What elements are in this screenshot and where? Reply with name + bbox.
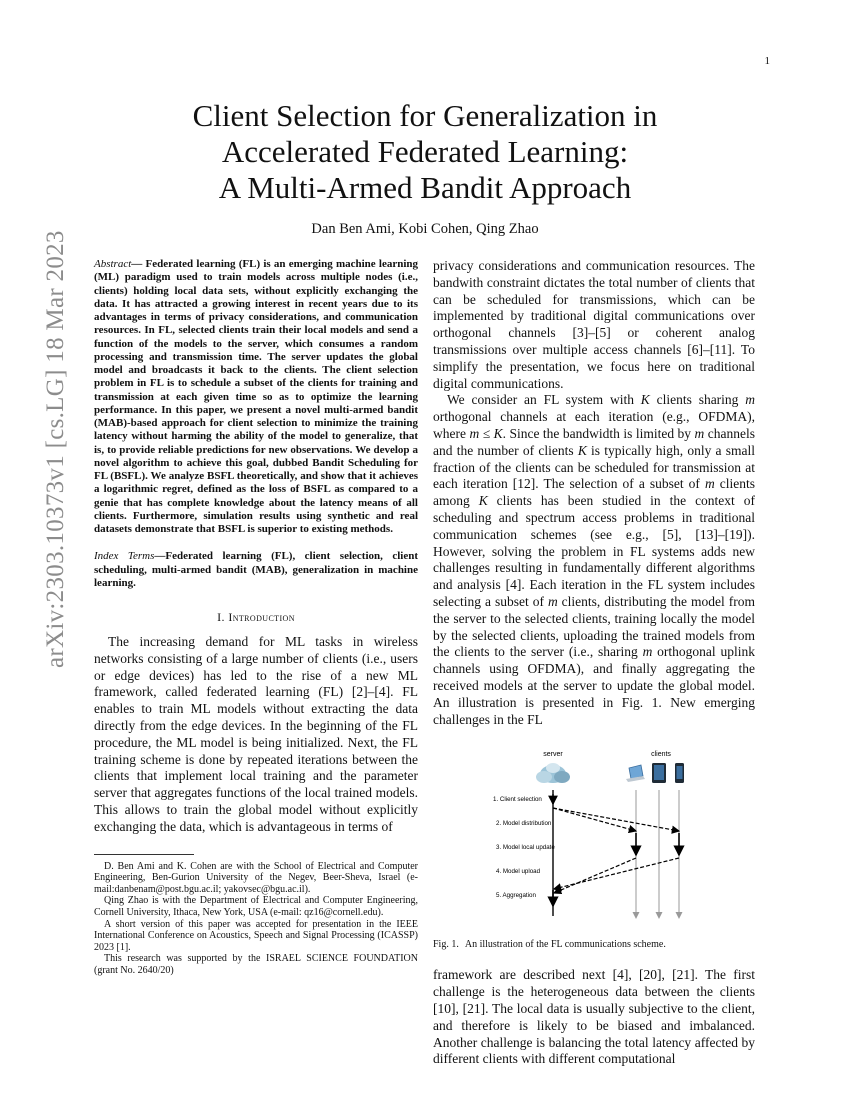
upload-arrow: [554, 858, 679, 889]
title-line: A Multi-Armed Bandit Approach: [218, 170, 632, 205]
left-column: [94, 258, 418, 977]
math-symbol: m: [642, 644, 653, 660]
math-symbol: K: [640, 392, 650, 408]
index-terms-text: —Federated learning (FL), client selection, client scheduling, multi-armed bandit (MAB), generalization in machine learning.: [94, 550, 418, 589]
text-run: orthogonal channels at each iteration (e.g., OFDMA), where: [433, 409, 755, 441]
text-run: clients has been studied in the context of scheduling and spectrum access problems in traditional communication schemes (see e.g., [5], [13]–[19]). However, solving the problem in FL systems adds new challenges resulting in fundamentally different algorithms and analysis [4]. Each iteration in the FL system includes selecting a subset of: [433, 493, 755, 609]
tablet-icon: [652, 763, 666, 783]
section-title: Introduction: [228, 610, 295, 624]
step-label: 3. Model local update: [496, 844, 555, 852]
text-run: clients sharing: [649, 392, 746, 408]
distribution-arrow: [553, 808, 636, 831]
math-symbol: m: [694, 425, 705, 441]
page-number: 1: [764, 55, 770, 67]
text-run: . Since the bandwidth is limited by: [502, 425, 695, 441]
footnote-affiliation-bgu: D. Ben Ami and K. Cohen are with the School of Electrical and Computer Engineering, Ben-Gurion University of the Negev, Beer-Sheva, Israel (e-mail:danbenam@post.bgu.ac.il; yakovsec@bgu.ac.il).: [94, 860, 418, 895]
text-run: clients among: [433, 476, 755, 509]
step-label: 1. Client selection: [493, 796, 542, 804]
abstract-dash: —: [131, 258, 146, 270]
figure-fl-scheme: [433, 748, 755, 933]
figure-caption: [433, 939, 755, 951]
body-paragraph: privacy considerations and communication resources. The bandwith constraint dictates the total number of clients that can be scheduled for transmissions, which can be implemented by traditional digital communications over orthogonal channels [3]–[5] or coherent analog transmissions over multiple access channels [6]–[11]. To simplify the presentation, we focus here on traditional digital communications.: [433, 258, 755, 391]
step-label: 2. Model distribution: [496, 820, 552, 828]
footnote-rule: [94, 854, 194, 855]
title-line: Client Selection for Generalization in: [192, 98, 658, 133]
text-run: clients, distributing the model from the server to the selected clients, training locally the model by the selected clients, uploading the trained models from the clients to the server (i.e., sharing: [433, 593, 755, 660]
fl-scheme-diagram: [433, 748, 755, 933]
math-symbol: K: [577, 442, 587, 458]
phone-icon: [675, 763, 684, 783]
text-run: orthogonal uplink channels using OFDMA), and finally aggregating the received models at the server to update the global model. An illustration is presented in Fig. 1. New emerging challenges in the FL: [433, 644, 756, 727]
body-paragraph-system-model: [433, 392, 755, 728]
math-symbol: m: [745, 392, 755, 408]
abstract-text: Federated learning (FL) is an emerging machine learning (ML) paradigm used to train models across multiple nodes (i.e., clients) holding local data sets, without explicitly exchanging the data. It has attracted a growing interest in recent years due to its advantages in terms of privacy considerations, and communication resources. In FL, selected clients train their local models and send a function of the models to the server, which consumes a random processing and transmission time. The server updates the global model and broadcasts it back to the clients. The client selection problem in FL is to schedule a subset of the clients for training and transmission at each given time so as to optimize the learning performance. In this paper, we present a novel multi-armed bandit (MAB)-based approach for client selection to minimize the training latency without harming the ability of the model to generalize, that is, to provide reliable predictions for new observations. We develop a novel algorithm to achieve this goal, dubbed Bandit Scheduling for FL (BSFL). We analyze BSFL theoretically, and show that it achieves a logarithmic regret, defined as the loss of BSFL as compared to a genie that has complete knowledge about the latency means of all clients. Furthermore, simulation results using synthetic and real datasets demonstrate that BSFL is superior to existing methods.: [94, 258, 418, 535]
server-label: server: [543, 751, 563, 759]
laptop-icon: [626, 765, 645, 782]
title-line: Accelerated Federated Learning:: [221, 134, 629, 169]
author-list: Dan Ben Ami, Kobi Cohen, Qing Zhao: [311, 221, 539, 237]
section-numeral: I.: [217, 610, 229, 624]
footnote-icassp: A short version of this paper was accepted for presentation in the IEEE International Conference on Acoustics, Speech and Signal Processing (ICASSP) 2023 [1].: [94, 918, 418, 953]
distribution-arrow: [553, 808, 679, 831]
right-column: [433, 258, 755, 1068]
figure-caption-text: An illustration of the FL communications scheme.: [464, 939, 666, 951]
abstract-label: Abstract: [94, 258, 132, 270]
intro-paragraph: The increasing demand for ML tasks in wireless networks consisting of a large number of clients (i.e., users or edge devices) has led to the rise of a new ML framework, called federated learning (FL) [2]–[4]. FL enables to train ML models without extracting the data directly from the edge devices. In the beginning of the FL procedure, the ML model is being initialized. Next, the FL training scheme is done by repeated iterations between the clients that implement local training and the parameter server that aggregates functions of the local trained models. This allows to train the global model without explicitly exchanging the data, which is advantageous in terms of: [94, 634, 418, 834]
body-paragraph-challenges: framework are described next [4], [20], [21]. The first challenge is the heterogeneous data between the clients [10], [21]. The local data is usually subjective to the client, and therefore is likely to be biased and imbalanced. Another challenge is balancing the total latency affected by different clients with different computational: [433, 967, 755, 1067]
step-label: 5. Aggregation: [496, 892, 536, 900]
math-symbol: K: [478, 493, 488, 509]
step-label: 4. Model upload: [496, 868, 541, 876]
clients-label: clients: [651, 751, 671, 759]
math-symbol: m: [547, 593, 558, 609]
index-terms: [94, 550, 418, 590]
upload-arrow: [554, 858, 636, 893]
math-expression: m ≤ K: [469, 425, 503, 441]
text-run: channels and the number of clients: [433, 425, 756, 458]
server-cloud-icon: [536, 763, 570, 783]
footnote-affiliation-cornell: Qing Zhao is with the Department of Electrical and Computer Engineering, Cornell University, Ithaca, New York, USA (e-mail: qz16@cornell.edu).: [94, 895, 418, 918]
abstract: [94, 258, 418, 536]
paper-title: [95, 98, 755, 206]
index-terms-label: Index Terms: [94, 550, 155, 563]
footnote-funding: This research was supported by the ISRAEL SCIENCE FOUNDATION (grant No. 2640/20): [94, 953, 418, 976]
arxiv-identifier-text: arXiv:2303.10373v1 [cs.LG] 18 Mar 2023: [42, 230, 69, 668]
figure-caption-label: Fig. 1.: [433, 939, 459, 951]
text-run: is typically high, only a small fraction of the clients can be scheduled for transmission at each iteration [12]. The selection of a subset of: [433, 442, 755, 492]
math-symbol: m: [704, 476, 715, 492]
section-heading-introduction: [94, 610, 418, 625]
text-run: We consider an FL system with: [447, 392, 641, 408]
